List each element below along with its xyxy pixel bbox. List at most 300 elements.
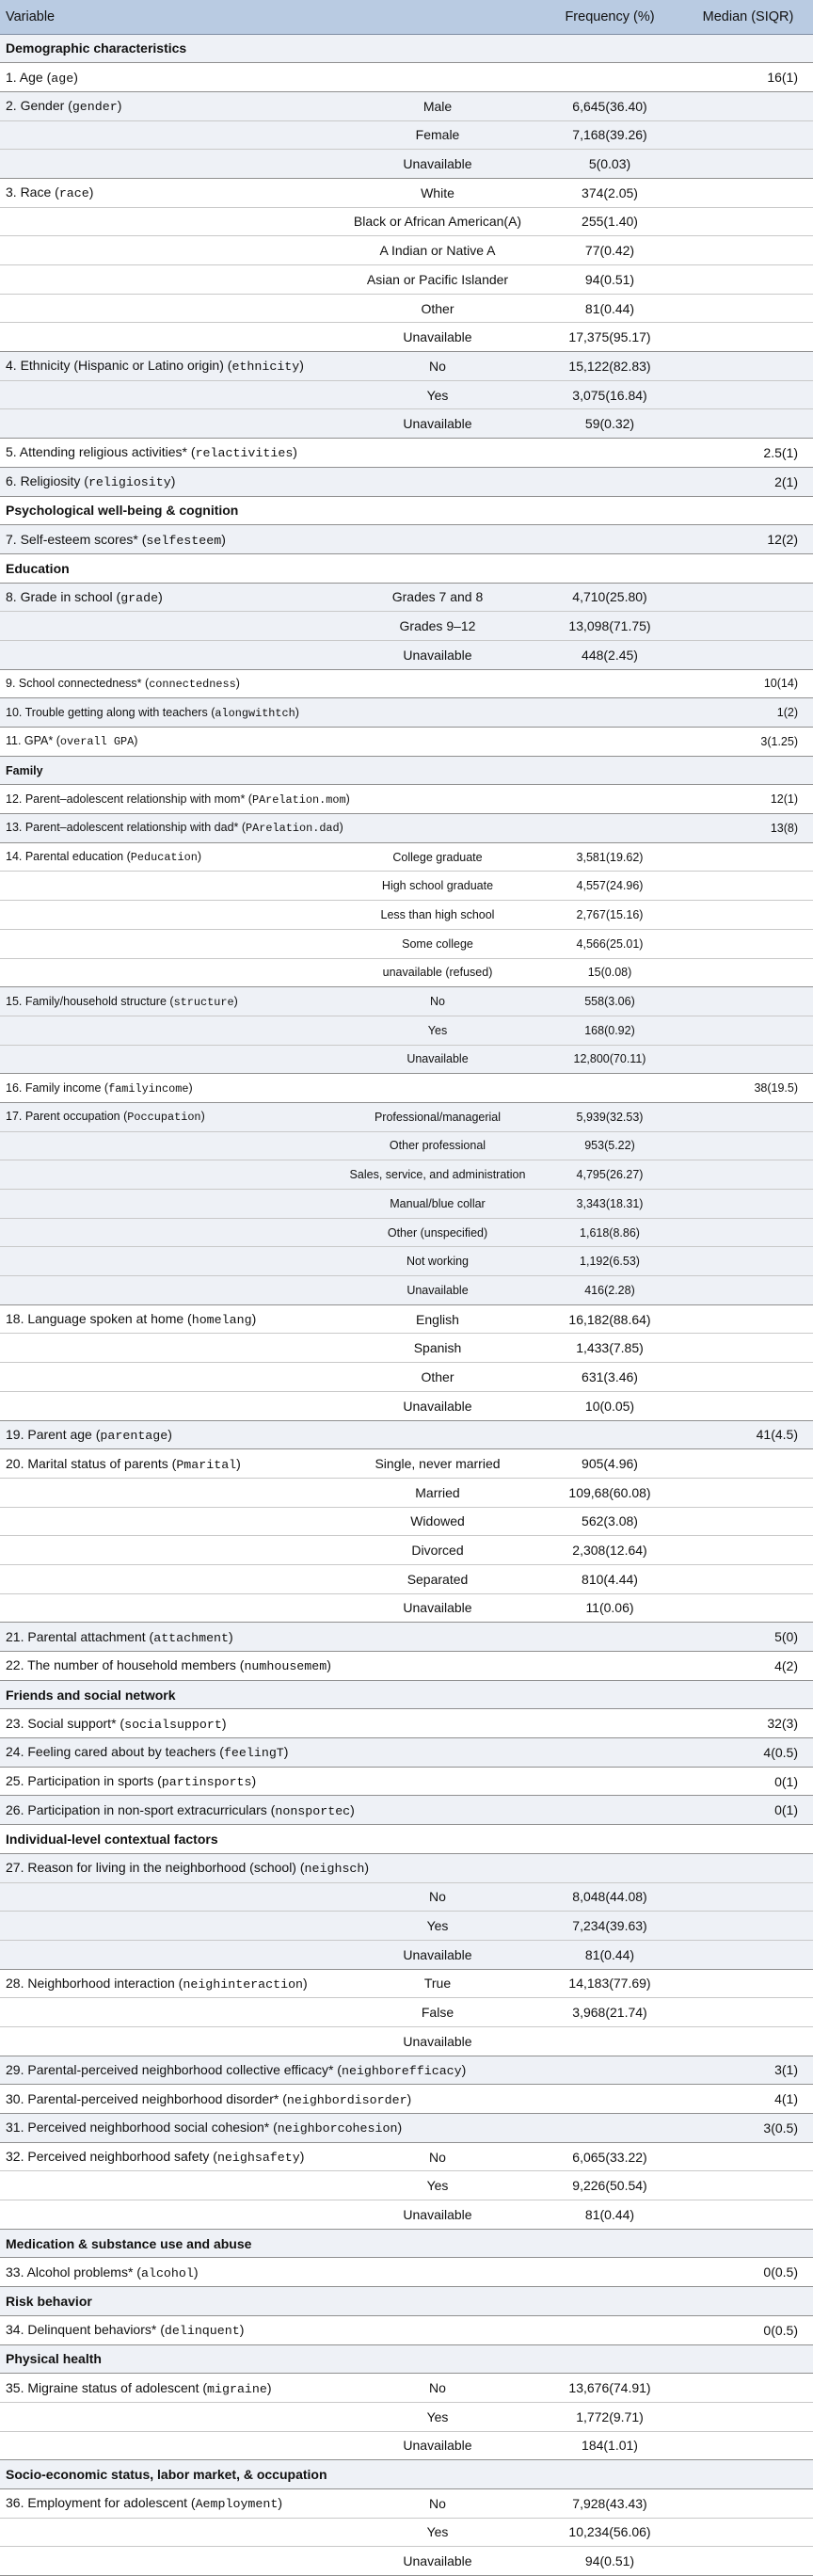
median-cell: 16(1) bbox=[767, 70, 798, 86]
frequency-cell: 2,767(15.16) bbox=[576, 907, 644, 921]
variable-cell: 34. Delinquent behaviors* (delinquent) bbox=[6, 2322, 245, 2339]
category-cell: Unavailable bbox=[403, 2206, 472, 2222]
variable-cell bbox=[0, 2547, 339, 2576]
category-cell bbox=[339, 2315, 536, 2344]
variable-cell: 15. Family/household structure (structure) bbox=[6, 994, 238, 1009]
table-row bbox=[0, 929, 813, 958]
table-row bbox=[0, 1940, 813, 1969]
category-cell: Married bbox=[415, 1484, 460, 1500]
section-title: Friends and social network bbox=[6, 1687, 176, 1703]
frequency-cell: 9,226(50.54) bbox=[572, 2178, 647, 2194]
table-row bbox=[0, 1420, 813, 1449]
category-cell bbox=[339, 1623, 536, 1652]
table-row bbox=[0, 1334, 813, 1363]
category-cell: College graduate bbox=[392, 850, 483, 864]
table-row bbox=[0, 120, 813, 150]
category-cell: Yes bbox=[426, 2178, 449, 2194]
category-cell bbox=[339, 785, 536, 814]
table-row bbox=[0, 207, 813, 236]
category-cell bbox=[339, 1767, 536, 1796]
variable-label: 11. GPA* bbox=[6, 734, 54, 748]
median-cell: 1(2) bbox=[776, 706, 798, 720]
median-cell bbox=[683, 2200, 813, 2230]
table-row bbox=[0, 2488, 813, 2518]
variable-cell bbox=[0, 409, 339, 439]
variable-code: race bbox=[58, 186, 89, 201]
section-row bbox=[0, 553, 813, 583]
table-row bbox=[0, 1363, 813, 1392]
category-cell bbox=[339, 669, 536, 698]
table-row bbox=[0, 1912, 813, 1941]
median-cell bbox=[683, 1363, 813, 1392]
variable-cell: 2. Gender (gender) bbox=[6, 98, 122, 115]
frequency-cell: 448(2.45) bbox=[582, 647, 638, 663]
variable-label: 20. Marital status of parents bbox=[6, 1455, 168, 1471]
median-cell bbox=[683, 2026, 813, 2056]
category-cell: Unavailable bbox=[403, 2033, 472, 2049]
section-title: Socio-economic status, labor market, & occupation bbox=[6, 2467, 327, 2483]
median-cell: 4(0.5) bbox=[763, 1744, 798, 1760]
frequency-cell bbox=[536, 2258, 683, 2287]
variable-cell bbox=[0, 1160, 339, 1190]
header-category bbox=[339, 0, 536, 34]
category-cell bbox=[339, 439, 536, 468]
table-row bbox=[0, 1652, 813, 1681]
variable-cell bbox=[0, 901, 339, 930]
frequency-cell: 5(0.03) bbox=[588, 156, 631, 172]
variable-code: neighsafety bbox=[216, 2151, 300, 2166]
variable-cell: 26. Participation in non-sport extracurriculars (nonsportec) bbox=[6, 1801, 355, 1818]
variable-cell bbox=[0, 2200, 339, 2230]
variable-label: 23. Social support* bbox=[6, 1715, 117, 1731]
variable-cell: 9. School connectedness* (connectedness) bbox=[6, 676, 240, 691]
frequency-cell bbox=[536, 2114, 683, 2143]
table-row bbox=[0, 669, 813, 698]
variable-cell bbox=[0, 1218, 339, 1247]
variable-code: attachment bbox=[153, 1630, 230, 1645]
category-cell: Yes bbox=[426, 1918, 449, 1934]
variable-cell bbox=[0, 2026, 339, 2056]
variable-cell: 7. Self-esteem scores* (selfesteem) bbox=[6, 531, 226, 548]
variable-code: connectedness bbox=[149, 677, 236, 691]
variable-code: delinquent bbox=[164, 2324, 240, 2339]
median-cell bbox=[683, 583, 813, 612]
variable-label: 6. Religiosity bbox=[6, 473, 81, 489]
median-cell: 3(1.25) bbox=[760, 734, 798, 748]
variable-code: neighsch bbox=[304, 1862, 365, 1877]
table-row bbox=[0, 2258, 813, 2287]
category-cell: Asian or Pacific Islander bbox=[366, 271, 509, 287]
variable-label: 26. Participation in non-sport extracurriculars bbox=[6, 1801, 267, 1817]
median-cell bbox=[683, 1190, 813, 1219]
variable-label: 9. School connectedness* bbox=[6, 676, 142, 690]
variable-label: 4. Ethnicity (Hispanic or Latino origin) bbox=[6, 358, 224, 374]
variable-code: ethnicity bbox=[231, 360, 300, 375]
variable-cell: 21. Parental attachment (attachment) bbox=[6, 1628, 233, 1645]
category-cell: Separated bbox=[406, 1571, 469, 1587]
header-frequency: Frequency (%) bbox=[565, 8, 655, 24]
variable-code: grade bbox=[120, 590, 159, 605]
frequency-cell: 7,928(43.43) bbox=[572, 2495, 647, 2511]
category-cell: No bbox=[430, 995, 445, 1009]
frequency-cell bbox=[536, 728, 683, 757]
category-cell: Unavailable bbox=[403, 329, 472, 345]
section-row bbox=[0, 2460, 813, 2489]
variable-label: 8. Grade in school bbox=[6, 588, 113, 604]
frequency-cell: 374(2.05) bbox=[582, 184, 638, 200]
variable-cell bbox=[0, 1190, 339, 1219]
variable-cell bbox=[0, 294, 339, 323]
section-title: Education bbox=[6, 560, 70, 576]
variable-label: 12. Parent–adolescent relationship with mom* bbox=[6, 792, 246, 806]
median-cell bbox=[683, 1304, 813, 1334]
category-cell: High school graduate bbox=[381, 879, 494, 893]
median-cell bbox=[683, 120, 813, 150]
frequency-cell: 10(0.05) bbox=[584, 1398, 635, 1414]
category-cell bbox=[339, 467, 536, 496]
median-cell: 2.5(1) bbox=[763, 444, 798, 460]
median-cell bbox=[683, 1016, 813, 1045]
frequency-cell: 4,557(24.96) bbox=[576, 879, 644, 893]
median-cell bbox=[683, 2518, 813, 2547]
frequency-cell: 631(3.46) bbox=[582, 1368, 638, 1384]
category-cell: Unavailable bbox=[406, 1283, 469, 1297]
median-cell bbox=[683, 1912, 813, 1941]
variable-label: 2. Gender bbox=[6, 98, 65, 114]
category-cell bbox=[339, 1652, 536, 1681]
table-row bbox=[0, 814, 813, 843]
frequency-cell: 562(3.08) bbox=[582, 1513, 638, 1529]
variable-cell bbox=[0, 150, 339, 179]
frequency-cell: 7,234(39.63) bbox=[572, 1918, 647, 1934]
frequency-cell bbox=[536, 814, 683, 843]
section-title: Risk behavior bbox=[6, 2293, 92, 2309]
median-cell bbox=[683, 150, 813, 179]
table-row bbox=[0, 2402, 813, 2431]
median-cell bbox=[683, 1940, 813, 1969]
header-variable: Variable bbox=[6, 8, 56, 24]
variable-cell bbox=[0, 120, 339, 150]
frequency-cell bbox=[536, 1623, 683, 1652]
category-cell: unavailable (refused) bbox=[382, 966, 493, 980]
category-cell: Yes bbox=[426, 2524, 449, 2540]
variable-label: 21. Parental attachment bbox=[6, 1628, 146, 1644]
frequency-cell bbox=[536, 1738, 683, 1768]
frequency-cell: 1,618(8.86) bbox=[580, 1225, 640, 1240]
median-cell: 3(0.5) bbox=[763, 2120, 798, 2136]
table-row bbox=[0, 1074, 813, 1103]
variable-label: 17. Parent occupation bbox=[6, 1110, 120, 1124]
table-row bbox=[0, 1247, 813, 1276]
category-cell: White bbox=[421, 184, 454, 200]
category-cell: No bbox=[429, 358, 446, 374]
variable-cell bbox=[0, 1334, 339, 1363]
median-cell: 3(1) bbox=[774, 2062, 798, 2078]
category-cell: Single, never married bbox=[375, 1456, 501, 1472]
table-row bbox=[0, 872, 813, 901]
category-cell: Unavailable bbox=[406, 1052, 469, 1066]
frequency-cell: 255(1.40) bbox=[582, 214, 638, 230]
variable-cell: 36. Employment for adolescent (Aemployment) bbox=[6, 2495, 283, 2512]
median-cell: 2(1) bbox=[774, 473, 798, 489]
variable-cell bbox=[0, 1507, 339, 1536]
median-cell: 13(8) bbox=[770, 821, 798, 835]
table-row bbox=[0, 2547, 813, 2576]
category-cell: Unavailable bbox=[403, 156, 472, 172]
category-cell: Not working bbox=[406, 1255, 469, 1269]
variable-cell bbox=[0, 323, 339, 352]
variable-cell: 12. Parent–adolescent relationship with mom* (PArelation.mom) bbox=[6, 792, 350, 807]
section-row bbox=[0, 1825, 813, 1854]
median-cell bbox=[683, 1882, 813, 1912]
variable-cell: 28. Neighborhood interaction (neighinteraction) bbox=[6, 1975, 308, 1992]
table-row bbox=[0, 467, 813, 496]
variable-code: neighinteraction bbox=[183, 1976, 304, 1992]
variable-code: PArelation.mom bbox=[251, 792, 346, 807]
category-cell bbox=[339, 1738, 536, 1768]
table-row bbox=[0, 2114, 813, 2143]
frequency-cell: 3,075(16.84) bbox=[572, 387, 647, 403]
variable-cell: 14. Parental education (Peducation) bbox=[6, 850, 202, 865]
table-row bbox=[0, 583, 813, 612]
category-cell: Other bbox=[421, 300, 454, 316]
frequency-cell: 4,795(26.27) bbox=[576, 1168, 644, 1182]
category-cell bbox=[339, 1420, 536, 1449]
frequency-cell bbox=[536, 1853, 683, 1882]
category-cell: False bbox=[421, 2005, 454, 2021]
median-cell bbox=[683, 1102, 813, 1131]
variable-cell bbox=[0, 1536, 339, 1565]
table-row bbox=[0, 728, 813, 757]
frequency-cell: 810(4.44) bbox=[582, 1571, 638, 1587]
frequency-cell: 953(5.22) bbox=[584, 1139, 635, 1153]
variable-label: 1. Age bbox=[6, 69, 43, 85]
median-cell bbox=[683, 1564, 813, 1593]
frequency-cell: 4,566(25.01) bbox=[576, 936, 644, 951]
variable-code: selfesteem bbox=[146, 533, 222, 548]
frequency-cell bbox=[536, 669, 683, 698]
variable-cell bbox=[0, 2171, 339, 2200]
variable-cell: 29. Parental-perceived neighborhood collective efficacy* (neighborefficacy) bbox=[6, 2061, 467, 2078]
variable-label: 18. Language spoken at home bbox=[6, 1311, 184, 1327]
frequency-cell: 15(0.08) bbox=[587, 966, 632, 980]
variable-cell: 20. Marital status of parents (Pmarital) bbox=[6, 1455, 241, 1472]
table-row bbox=[0, 1738, 813, 1768]
median-cell bbox=[683, 91, 813, 120]
variable-label: 28. Neighborhood interaction bbox=[6, 1975, 175, 1991]
variable-cell: 24. Feeling cared about by teachers (feelingT) bbox=[6, 1744, 289, 1761]
table-row bbox=[0, 236, 813, 265]
variable-cell bbox=[0, 380, 339, 409]
variable-code: neighborefficacy bbox=[341, 2063, 462, 2078]
frequency-cell: 1,772(9.71) bbox=[576, 2408, 644, 2424]
variable-code: relactivities bbox=[195, 446, 294, 461]
variable-label: 7. Self-esteem scores* bbox=[6, 531, 138, 547]
category-cell: Grades 7 and 8 bbox=[391, 589, 484, 605]
frequency-cell: 109,68(60.08) bbox=[568, 1484, 651, 1500]
median-cell bbox=[683, 1593, 813, 1623]
section-row bbox=[0, 496, 813, 525]
median-cell bbox=[683, 929, 813, 958]
variable-label: 25. Participation in sports bbox=[6, 1773, 154, 1789]
median-cell bbox=[683, 2171, 813, 2200]
category-cell bbox=[339, 728, 536, 757]
variable-label: 31. Perceived neighborhood social cohesion* bbox=[6, 2120, 270, 2136]
category-cell: Unavailable bbox=[403, 2553, 472, 2569]
category-cell: Other (unspecified) bbox=[387, 1225, 488, 1240]
variable-cell: 8. Grade in school (grade) bbox=[6, 588, 163, 605]
variable-cell bbox=[0, 2402, 339, 2431]
median-cell: 32(3) bbox=[767, 1716, 798, 1732]
variable-label: 36. Employment for adolescent bbox=[6, 2495, 187, 2511]
median-cell bbox=[683, 1507, 813, 1536]
median-cell bbox=[683, 1045, 813, 1074]
variable-code: feelingT bbox=[223, 1746, 284, 1761]
median-cell bbox=[683, 352, 813, 381]
variable-label: 30. Parental-perceived neighborhood disorder* bbox=[6, 2090, 279, 2106]
category-cell: True bbox=[423, 1976, 452, 1992]
table-row bbox=[0, 150, 813, 179]
table-row bbox=[0, 1045, 813, 1074]
median-cell bbox=[683, 2402, 813, 2431]
frequency-cell: 81(0.44) bbox=[584, 2206, 635, 2222]
table-row bbox=[0, 958, 813, 987]
category-cell: Divorced bbox=[411, 1543, 464, 1559]
variable-cell bbox=[0, 2518, 339, 2547]
table-row bbox=[0, 380, 813, 409]
variable-cell bbox=[0, 1940, 339, 1969]
frequency-cell: 3,343(18.31) bbox=[576, 1196, 644, 1210]
variable-cell: 35. Migraine status of adolescent (migraine) bbox=[6, 2379, 272, 2396]
category-cell bbox=[339, 1796, 536, 1825]
frequency-cell bbox=[536, 2085, 683, 2114]
median-cell bbox=[683, 2547, 813, 2576]
category-cell: Grades 9–12 bbox=[399, 618, 476, 634]
variable-cell: 33. Alcohol problems* (alcohol) bbox=[6, 2264, 199, 2280]
category-cell: English bbox=[416, 1311, 459, 1327]
frequency-cell bbox=[536, 63, 683, 92]
frequency-cell bbox=[536, 1796, 683, 1825]
median-cell bbox=[683, 409, 813, 439]
category-cell: Other professional bbox=[389, 1139, 486, 1153]
variable-cell: 19. Parent age (parentage) bbox=[6, 1426, 172, 1443]
median-cell bbox=[683, 1131, 813, 1160]
table-row bbox=[0, 1391, 813, 1420]
variable-code: age bbox=[51, 71, 74, 86]
category-cell: Unavailable bbox=[403, 1946, 472, 1962]
median-cell bbox=[683, 612, 813, 641]
frequency-cell: 12,800(70.11) bbox=[573, 1052, 646, 1066]
frequency-cell: 7,168(39.26) bbox=[572, 127, 647, 143]
variable-code: neighborcohesion bbox=[277, 2121, 398, 2136]
variable-code: parentage bbox=[100, 1428, 168, 1443]
table-row bbox=[0, 1709, 813, 1738]
table-row bbox=[0, 1131, 813, 1160]
frequency-cell bbox=[536, 785, 683, 814]
section-row bbox=[0, 34, 813, 63]
category-cell: No bbox=[429, 2380, 446, 2396]
variable-cell: 3. Race (race) bbox=[6, 184, 94, 201]
table-row bbox=[0, 1449, 813, 1479]
category-cell: Other bbox=[421, 1368, 454, 1384]
table-row bbox=[0, 1564, 813, 1593]
median-cell bbox=[683, 1276, 813, 1305]
variable-cell bbox=[0, 2431, 339, 2460]
frequency-cell: 11(0.06) bbox=[585, 1600, 634, 1616]
median-cell bbox=[683, 1449, 813, 1479]
variable-label: 5. Attending religious activities* bbox=[6, 444, 187, 460]
table-row bbox=[0, 2200, 813, 2230]
table-row bbox=[0, 2518, 813, 2547]
category-cell: No bbox=[429, 2149, 446, 2165]
table-row bbox=[0, 2171, 813, 2200]
median-cell bbox=[683, 1391, 813, 1420]
variable-cell: 22. The number of household members (numhousemem) bbox=[6, 1657, 331, 1674]
table-row bbox=[0, 1160, 813, 1190]
category-cell bbox=[339, 698, 536, 728]
variable-code: alcohol bbox=[140, 2265, 194, 2280]
median-cell bbox=[683, 265, 813, 295]
frequency-cell: 81(0.44) bbox=[584, 300, 635, 316]
variable-label: 14. Parental education bbox=[6, 850, 124, 864]
median-cell bbox=[683, 640, 813, 669]
frequency-cell: 3,968(21.74) bbox=[572, 2005, 647, 2021]
section-title: Medication & substance use and abuse bbox=[6, 2235, 252, 2251]
category-cell: Spanish bbox=[413, 1340, 462, 1356]
table-row bbox=[0, 294, 813, 323]
section-row bbox=[0, 2229, 813, 2258]
category-cell: Unavailable bbox=[403, 647, 472, 663]
table-row bbox=[0, 1276, 813, 1305]
variable-cell bbox=[0, 1391, 339, 1420]
variable-cell bbox=[0, 1593, 339, 1623]
table-row bbox=[0, 901, 813, 930]
category-cell bbox=[339, 63, 536, 92]
variable-label: 16. Family income bbox=[6, 1080, 102, 1095]
median-cell bbox=[683, 1853, 813, 1882]
table-row bbox=[0, 525, 813, 554]
variable-cell: 4. Ethnicity (Hispanic or Latino origin) (ethnicity) bbox=[6, 358, 304, 375]
frequency-cell bbox=[536, 1652, 683, 1681]
frequency-cell: 6,645(36.40) bbox=[572, 98, 647, 114]
variable-cell bbox=[0, 1276, 339, 1305]
frequency-cell: 4,710(25.80) bbox=[572, 589, 647, 605]
frequency-cell bbox=[536, 698, 683, 728]
category-cell bbox=[339, 525, 536, 554]
frequency-cell bbox=[536, 525, 683, 554]
category-cell: A Indian or Native A bbox=[379, 243, 496, 259]
category-cell bbox=[339, 1709, 536, 1738]
variable-label: 3. Race bbox=[6, 184, 52, 200]
variable-code: familyincome bbox=[108, 1081, 189, 1096]
table-row bbox=[0, 1507, 813, 1536]
variable-label: 34. Delinquent behaviors* bbox=[6, 2322, 157, 2338]
variable-label: 15. Family/household structure bbox=[6, 994, 167, 1008]
table-row bbox=[0, 2085, 813, 2114]
frequency-cell: 905(4.96) bbox=[582, 1456, 638, 1472]
table-row bbox=[0, 265, 813, 295]
variable-code: numhousemem bbox=[244, 1659, 327, 1674]
section-row bbox=[0, 2287, 813, 2316]
variable-label: 33. Alcohol problems* bbox=[6, 2264, 134, 2280]
variable-cell: 1. Age (age) bbox=[6, 69, 78, 86]
frequency-cell: 2,308(12.64) bbox=[572, 1543, 647, 1559]
median-cell bbox=[683, 323, 813, 352]
category-cell: Unavailable bbox=[403, 2438, 472, 2454]
variable-cell: 11. GPA* (overall GPA) bbox=[6, 734, 138, 749]
variable-cell: 16. Family income (familyincome) bbox=[6, 1080, 193, 1096]
median-cell bbox=[683, 1969, 813, 1998]
